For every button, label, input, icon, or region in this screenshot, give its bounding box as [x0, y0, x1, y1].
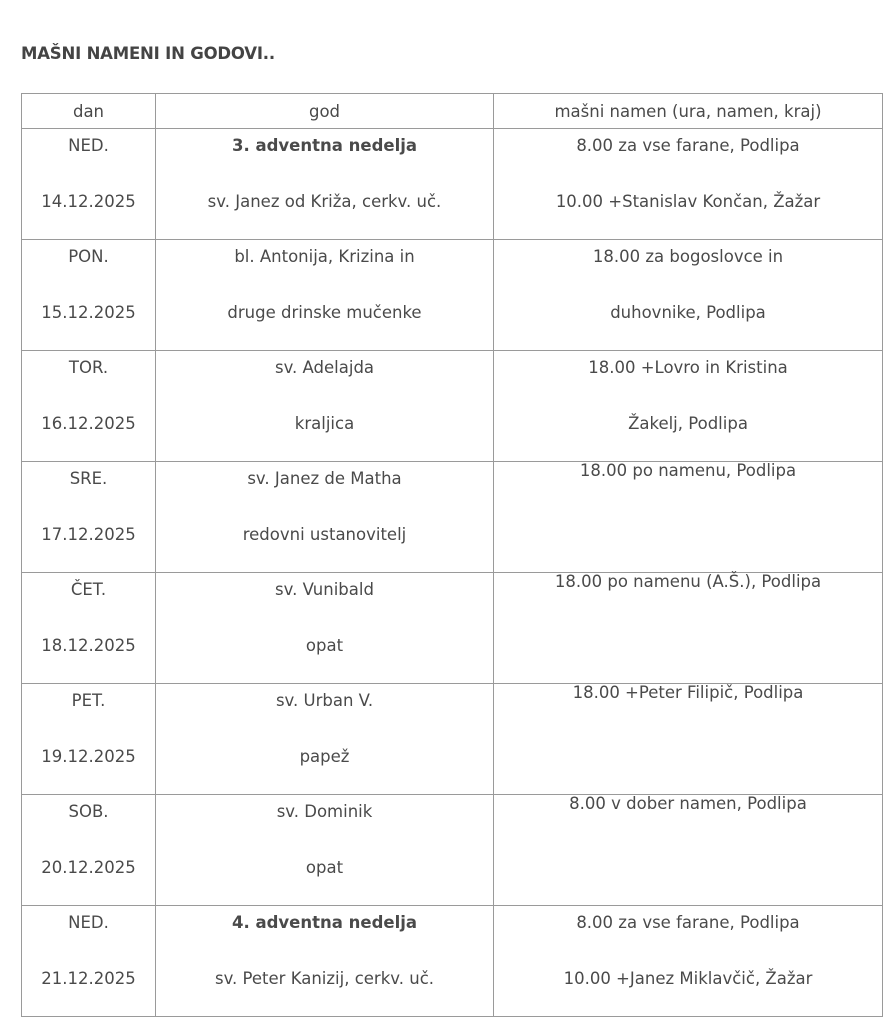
day-cell — [22, 684, 156, 795]
mass-text: 18.00 po namenu, Podlipa — [579, 461, 797, 480]
feast-line-1: sv. Urban V. — [275, 691, 374, 710]
mass-text: 8.00 v dober namen, Podlipa — [569, 794, 807, 813]
day-name: NED. — [68, 913, 109, 932]
day-date: 14.12.2025 — [41, 192, 136, 211]
mass-text: 18.00 po namenu (A.Š.), Podlipa — [554, 572, 822, 591]
mass-cell — [494, 795, 883, 906]
table-header-row — [22, 94, 883, 129]
table-row — [22, 351, 883, 462]
day-date: 18.12.2025 — [41, 636, 136, 655]
day-cell — [22, 462, 156, 573]
mass-cell — [494, 906, 883, 1017]
day-cell — [22, 240, 156, 351]
day-date: 17.12.2025 — [41, 525, 136, 544]
day-cell — [22, 351, 156, 462]
day-date: 16.12.2025 — [41, 414, 136, 433]
feast-line-1: bl. Antonija, Krizina in — [234, 247, 415, 266]
feast-line-2: opat — [305, 636, 344, 655]
feast-line-2: kraljica — [294, 414, 355, 433]
mass-cell — [494, 462, 883, 573]
column-header-god: god — [156, 94, 494, 129]
feast-line-1: 3. adventna nedelja — [231, 136, 418, 155]
table-row — [22, 906, 883, 1017]
mass-line-1: 18.00 za bogoslovce in — [592, 247, 784, 266]
column-header-dan: dan — [22, 94, 156, 129]
mass-line-2: 10.00 +Janez Miklavčič, Žažar — [563, 969, 813, 988]
mass-line-1: 18.00 +Lovro in Kristina — [588, 358, 788, 377]
feast-line-1: sv. Dominik — [276, 802, 373, 821]
mass-cell — [494, 351, 883, 462]
feast-cell — [156, 684, 494, 795]
day-date: 20.12.2025 — [41, 858, 136, 877]
day-date: 15.12.2025 — [41, 303, 136, 322]
mass-text: 18.00 +Peter Filipič, Podlipa — [572, 683, 804, 702]
feast-line-2: sv. Peter Kanizij, cerkv. uč. — [214, 969, 435, 988]
feast-line-1: sv. Janez de Matha — [247, 469, 402, 488]
schedule-table — [21, 93, 883, 1017]
feast-line-2: druge drinske mučenke — [227, 303, 422, 322]
feast-cell — [156, 573, 494, 684]
day-name: PON. — [68, 247, 109, 266]
day-name: SOB. — [68, 802, 109, 821]
day-name: SRE. — [69, 469, 108, 488]
mass-line-2: duhovnike, Podlipa — [610, 303, 766, 322]
page-title: MAŠNI NAMENI IN GODOVI.. — [21, 44, 275, 63]
mass-line-1: 8.00 za vse farane, Podlipa — [576, 136, 800, 155]
day-name: PET. — [71, 691, 106, 710]
feast-line-2: opat — [305, 858, 344, 877]
feast-line-1: sv. Vunibald — [275, 580, 374, 599]
day-name: ČET. — [70, 580, 107, 599]
mass-line-1: 8.00 za vse farane, Podlipa — [576, 913, 800, 932]
column-header-mass: mašni namen (ura, namen, kraj) — [494, 94, 883, 129]
day-cell — [22, 129, 156, 240]
feast-line-2: papež — [299, 747, 350, 766]
feast-cell — [156, 462, 494, 573]
feast-cell — [156, 351, 494, 462]
mass-cell — [494, 684, 883, 795]
feast-cell — [156, 240, 494, 351]
feast-cell — [156, 906, 494, 1017]
mass-line-2: Žakelj, Podlipa — [628, 414, 748, 433]
day-date: 19.12.2025 — [41, 747, 136, 766]
mass-line-2: 10.00 +Stanislav Končan, Žažar — [555, 192, 821, 211]
day-name: NED. — [68, 136, 109, 155]
table-row — [22, 240, 883, 351]
table-row — [22, 129, 883, 240]
feast-cell — [156, 795, 494, 906]
mass-cell — [494, 129, 883, 240]
day-date: 21.12.2025 — [41, 969, 136, 988]
table-row — [22, 795, 883, 906]
feast-line-2: sv. Janez od Križa, cerkv. uč. — [207, 192, 442, 211]
feast-line-1: sv. Adelajda — [274, 358, 375, 377]
mass-cell — [494, 573, 883, 684]
table-row — [22, 573, 883, 684]
feast-line-2: redovni ustanovitelj — [242, 525, 407, 544]
table-row — [22, 462, 883, 573]
feast-cell — [156, 129, 494, 240]
feast-line-1: 4. adventna nedelja — [231, 913, 418, 932]
day-cell — [22, 906, 156, 1017]
day-cell — [22, 573, 156, 684]
day-cell — [22, 795, 156, 906]
table-row — [22, 684, 883, 795]
mass-cell — [494, 240, 883, 351]
day-name: TOR. — [68, 358, 109, 377]
